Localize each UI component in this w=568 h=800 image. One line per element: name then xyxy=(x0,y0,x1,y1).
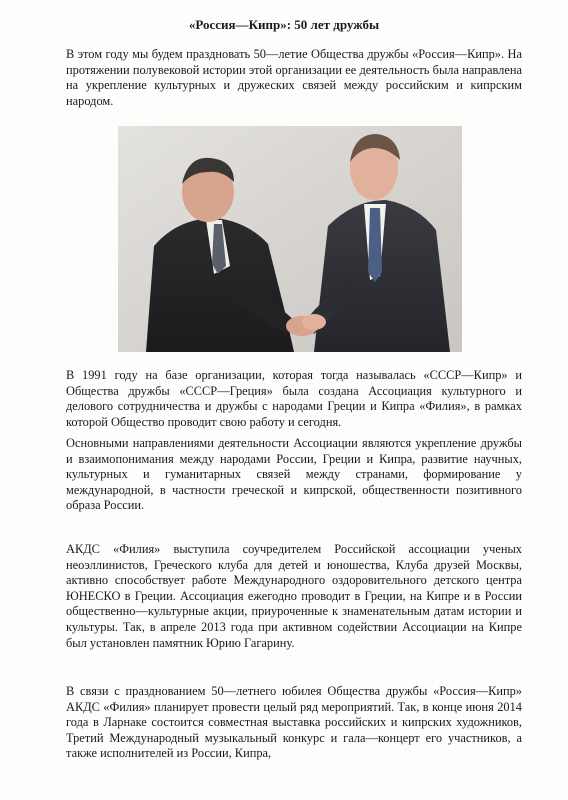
handshake-photo xyxy=(118,126,462,352)
document-title: «Россия—Кипр»: 50 лет дружбы xyxy=(188,17,380,32)
paragraph-history: В 1991 году на базе организации, которая тогда называлась «СССР—Кипр» и Общества дружбы «СССР—Греция» была создана Ассоциация культурного и делового сотрудничества и дружбы с народами Греции и Кипра «Филия», в рамках которой Общество проводит свою работу и сегодня. xyxy=(66,368,522,429)
paragraph-anniversary: В связи с празднованием 50—летнего юбилея Общества дружбы «Россия—Кипр» АКДС «Филия» планирует провести целый ряд мероприятий. Так, в конце июня 2014 года в Ларнаке состоится совместная выставка российских и кипрских художников, Третий Международный музыкальный конкурс и гала—концерт его участников, а также исполнителей из России, Кипра, xyxy=(66,684,522,761)
paragraph-directions: Основными направлениями деятельности Ассоциации являются укрепление дружбы и взаимопонимания между народами России, Греции и Кипра, развитие научных, культурных и гуманитарных связей между странами, формирование у международной, в частности греческой и кипрской, общественности позитивного образа России. xyxy=(66,436,522,513)
paragraph-activities: АКДС «Филия» выступила соучредителем Российской ассоциации ученых неоэллинистов, Греческого клуба для детей и юношества, Клуба друзей Москвы, активно способствует работе Международного оздоровительного детского центра ЮНЕСКО в Греции. Ассоциация ежегодно проводит в Греции, на Кипре и в России общественно—культурные акции, приуроченные к знаменательным датам истории и культуры. Так, в апреле 2013 года при активном содействии Ассоциации на Кипре был установлен памятник Юрию Гагарину. xyxy=(66,542,522,650)
paragraph-intro: В этом году мы будем праздновать 50—летие Общества дружбы «Россия—Кипр». На протяжении полувековой истории этой организации ее деятельность была направлена на укрепление культурных и дружеских связей между российским и кипрским народом. xyxy=(66,47,522,108)
handshake-photo-illustration xyxy=(118,126,462,352)
